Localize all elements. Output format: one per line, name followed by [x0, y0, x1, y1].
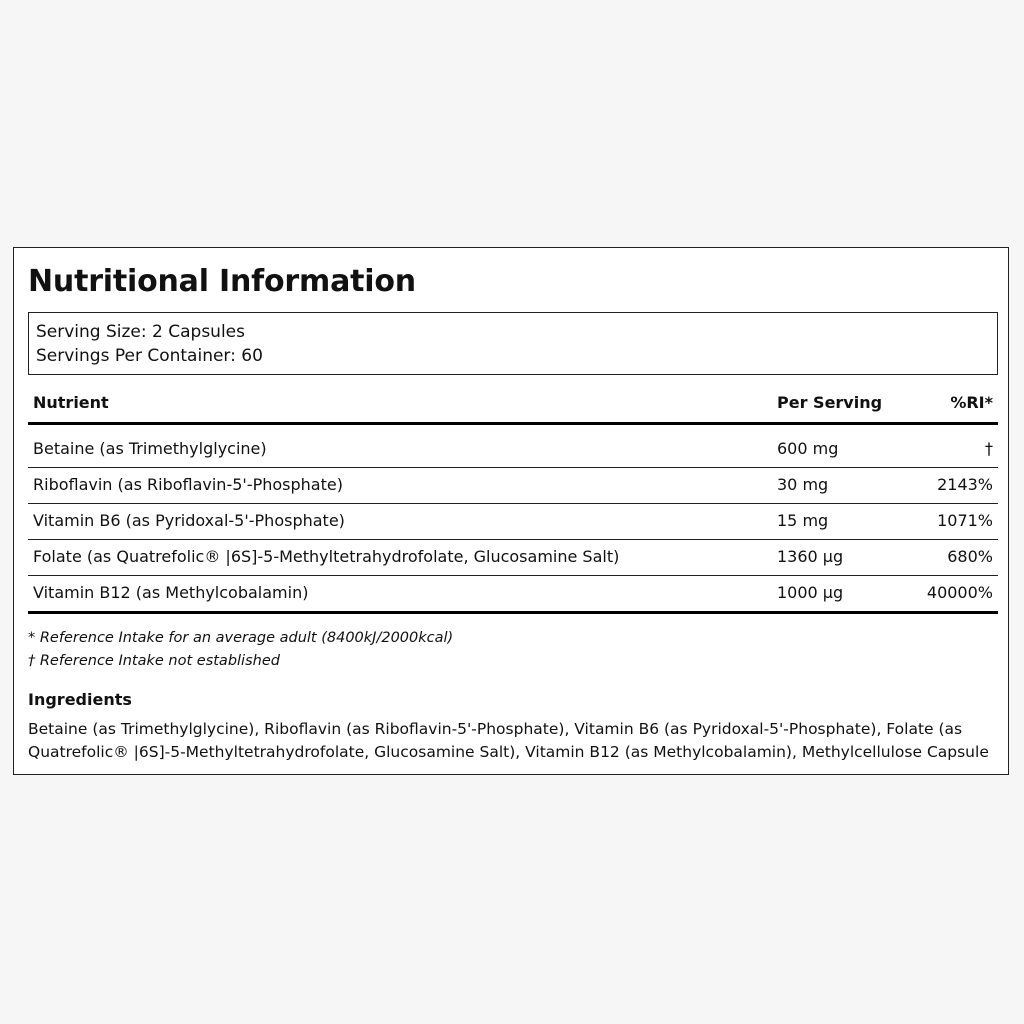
nutrient-amount: 1360 µg — [777, 547, 844, 566]
nutrient-amount: 600 mg — [777, 439, 839, 458]
serving-info-box — [28, 312, 998, 375]
table-row — [28, 504, 998, 540]
nutrient-name: Vitamin B12 (as Methylcobalamin) — [33, 583, 309, 602]
header-nutrient: Nutrient — [33, 393, 109, 412]
footnote-not-established: † Reference Intake not established — [28, 653, 280, 669]
ingredients-heading: Ingredients — [28, 690, 132, 709]
nutrient-name: Betaine (as Trimethylglycine) — [33, 439, 267, 458]
nutrient-amount: 30 mg — [777, 475, 829, 494]
table-row — [28, 540, 998, 576]
table-row — [28, 468, 998, 504]
nutrient-table — [28, 384, 998, 614]
serving-size: Serving Size: 2 Capsules — [36, 322, 245, 342]
nutrient-ri: † — [985, 439, 993, 458]
header-per-serving: Per Serving — [777, 393, 883, 412]
nutrient-amount: 15 mg — [777, 511, 829, 530]
table-row — [28, 425, 998, 468]
table-header — [28, 384, 998, 425]
footnotes — [28, 627, 453, 673]
nutrition-panel — [13, 247, 1009, 775]
table-body — [28, 425, 998, 614]
nutrient-name: Riboflavin (as Riboflavin-5'-Phosphate) — [33, 475, 343, 494]
servings-per-container: Servings Per Container: 60 — [36, 346, 263, 366]
table-row — [28, 576, 998, 614]
nutrient-name: Folate (as Quatrefolic® |6S]-5-Methyltetrahydrofolate, Glucosamine Salt) — [33, 547, 620, 566]
nutrient-name: Vitamin B6 (as Pyridoxal-5'-Phosphate) — [33, 511, 345, 530]
nutrient-amount: 1000 µg — [777, 583, 844, 602]
nutrient-ri: 1071% — [937, 511, 993, 530]
header-ri: %RI* — [950, 393, 993, 412]
footnote-reference-intake: * Reference Intake for an average adult (8400kJ/2000kcal) — [28, 630, 454, 646]
nutrient-ri: 680% — [947, 547, 993, 566]
ingredients-text: Betaine (as Trimethylglycine), Riboflavin (as Riboflavin-5'-Phosphate), Vitamin B6 (as Pyridoxal-5'-Phosphate), Folate (as Quatrefolic® |6S]-5-Methyltetrahydrofolate, Glucosamine Salt), Vitamin B12 (as Methylcobalamin), Methylcellulose Capsule — [28, 720, 989, 761]
nutrient-ri: 2143% — [937, 475, 993, 494]
page-title: Nutritional Information — [28, 264, 416, 299]
nutrient-ri: 40000% — [926, 583, 993, 602]
